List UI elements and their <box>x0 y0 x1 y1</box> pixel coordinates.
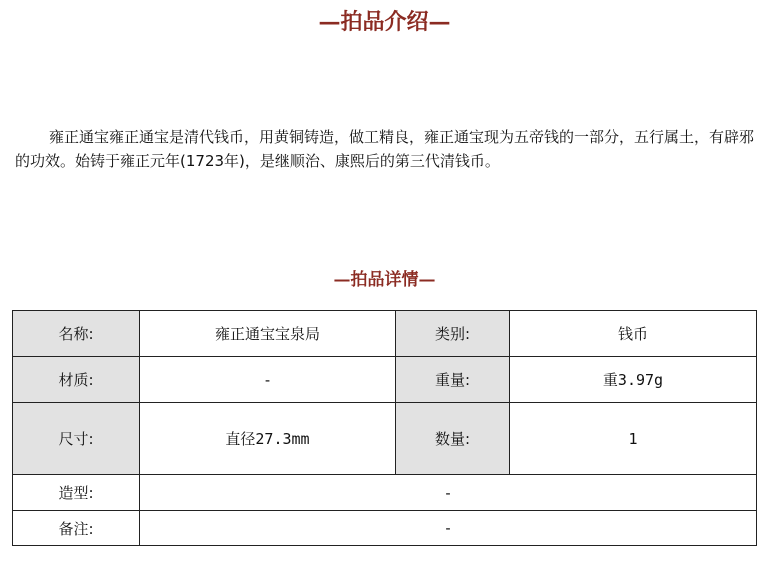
shape-value: - <box>140 475 757 511</box>
quantity-label: 数量: <box>396 403 510 475</box>
category-label: 类别: <box>396 311 510 357</box>
remarks-label: 备注: <box>13 511 140 546</box>
table-row <box>13 403 757 475</box>
weight-label: 重量: <box>396 357 510 403</box>
size-label: 尺寸: <box>13 403 140 475</box>
intro-paragraph: 雍正通宝雍正通宝是清代钱币，用黄铜铸造，做工精良，雍正通宝现为五帝钱的一部分，五行属土，有辟邪的功效。始铸于雍正元年(1723年)，是继顺治、康熙后的第三代清钱币。 <box>15 128 755 170</box>
shape-label: 造型: <box>13 475 140 511</box>
weight-value: 重3.97g <box>510 357 757 403</box>
size-value: 直径27.3mm <box>140 403 396 475</box>
section-title-details: —拍品详情— <box>333 270 436 290</box>
material-value: - <box>140 357 396 403</box>
category-value: 钱币 <box>510 311 757 357</box>
details-table <box>12 310 757 546</box>
table-row <box>13 475 757 511</box>
remarks-value: - <box>140 511 757 546</box>
table-row <box>13 511 757 546</box>
name-value: 雍正通宝宝泉局 <box>140 311 396 357</box>
material-label: 材质: <box>13 357 140 403</box>
section-title-intro: —拍品介绍— <box>318 9 451 35</box>
table-row <box>13 311 757 357</box>
name-label: 名称: <box>13 311 140 357</box>
table-row <box>13 357 757 403</box>
quantity-value: 1 <box>510 403 757 475</box>
